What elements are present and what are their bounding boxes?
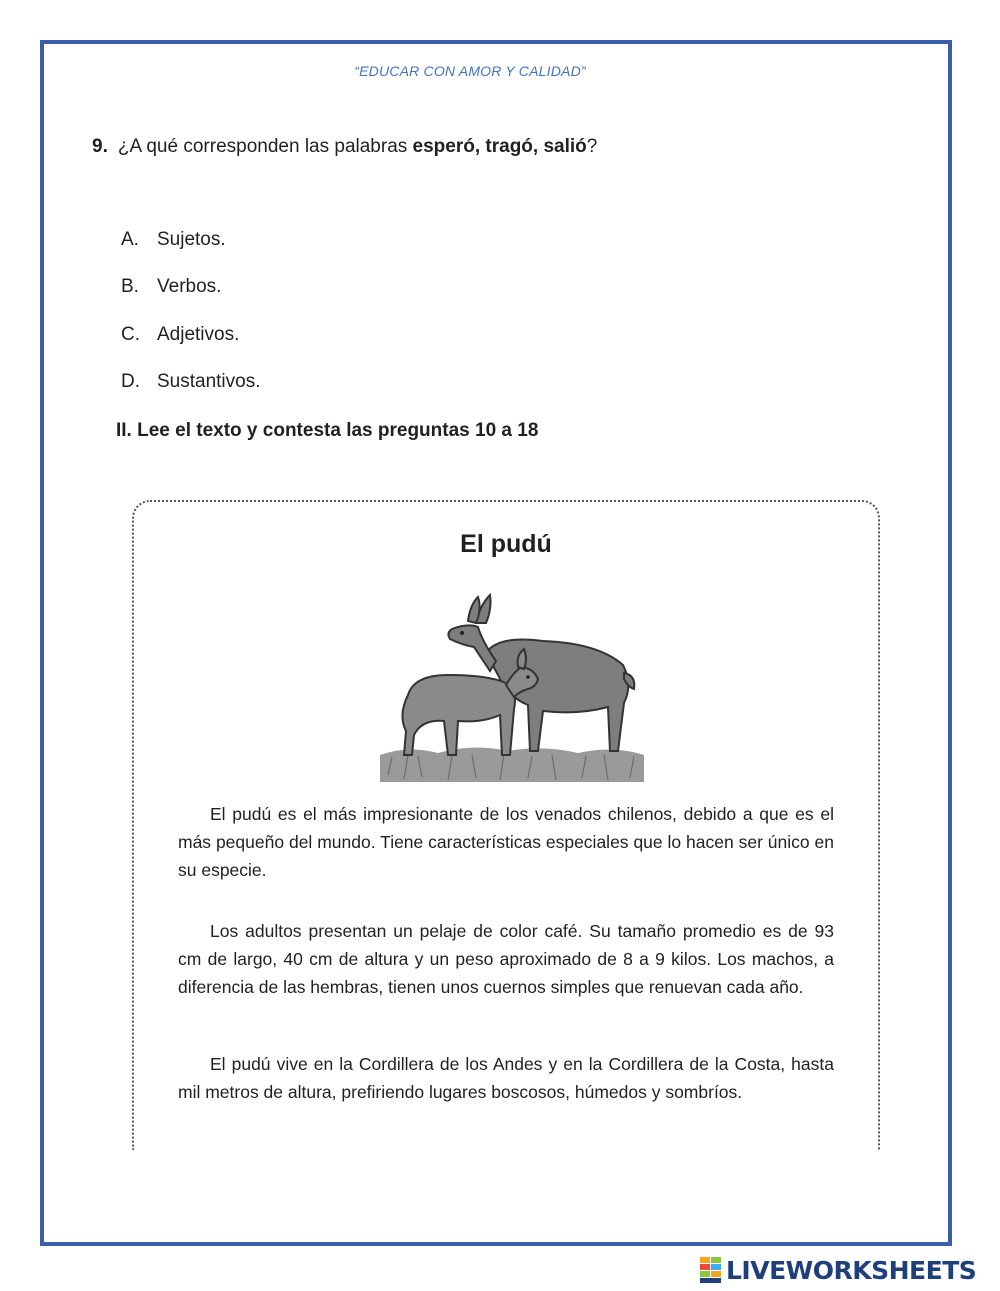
question-number: 9. [92,136,108,157]
option-letter: A. [121,229,139,250]
option-letter: B. [121,276,139,297]
option-letter: D. [121,371,140,392]
pudu-deer-illustration [378,575,646,790]
question-mark: ? [586,136,598,157]
paragraph-text: El pudú es el más impresionante de los venados chilenos, debido a que es el más pequeño del mundo. Tiene características especiales que lo hacen ser único en su especie. [178,804,834,880]
option-text: Sujetos. [157,229,226,250]
question-bold-words: esperó, tragó, salió [412,136,587,157]
reading-paragraph-3 [178,1050,834,1106]
option-c[interactable] [121,324,239,346]
option-text: Adjetivos. [157,324,240,345]
question-text: ¿A qué corresponden las palabras [117,136,413,157]
paragraph-text: Los adultos presentan un pelaje de color café. Su tamaño promedio es de 93 cm de largo, 40 cm de altura y un peso aproximado de 8 a 9 kilos. Los machos, a diferencia de las hembras, tienen unos cuernos simples que renuevan cada año. [178,921,834,997]
school-motto: “EDUCAR CON AMOR Y CALIDAD” [354,63,586,79]
paragraph-text: El pudú vive en la Cordillera de los Andes y en la Cordillera de la Costa, hasta mil metros de altura, prefiriendo lugares boscosos, húmedos y sombríos. [178,1054,834,1102]
option-letter: C. [121,324,140,345]
brand-name: LIVEWORKSHEETS [726,1255,977,1285]
reading-title: El pudú [460,530,552,558]
option-b[interactable] [121,276,221,298]
liveworksheets-logo-icon [700,1257,722,1283]
reading-paragraph-1 [178,800,834,884]
option-d[interactable] [121,371,261,393]
section-title: II. Lee el texto y contesta las preguntas 10 a 18 [116,420,539,441]
option-a[interactable] [121,229,226,251]
option-text: Verbos. [157,276,222,297]
question-9 [92,136,597,158]
option-text: Sustantivos. [157,371,261,392]
reading-paragraph-2 [178,917,834,1001]
liveworksheets-brand[interactable] [700,1255,976,1285]
